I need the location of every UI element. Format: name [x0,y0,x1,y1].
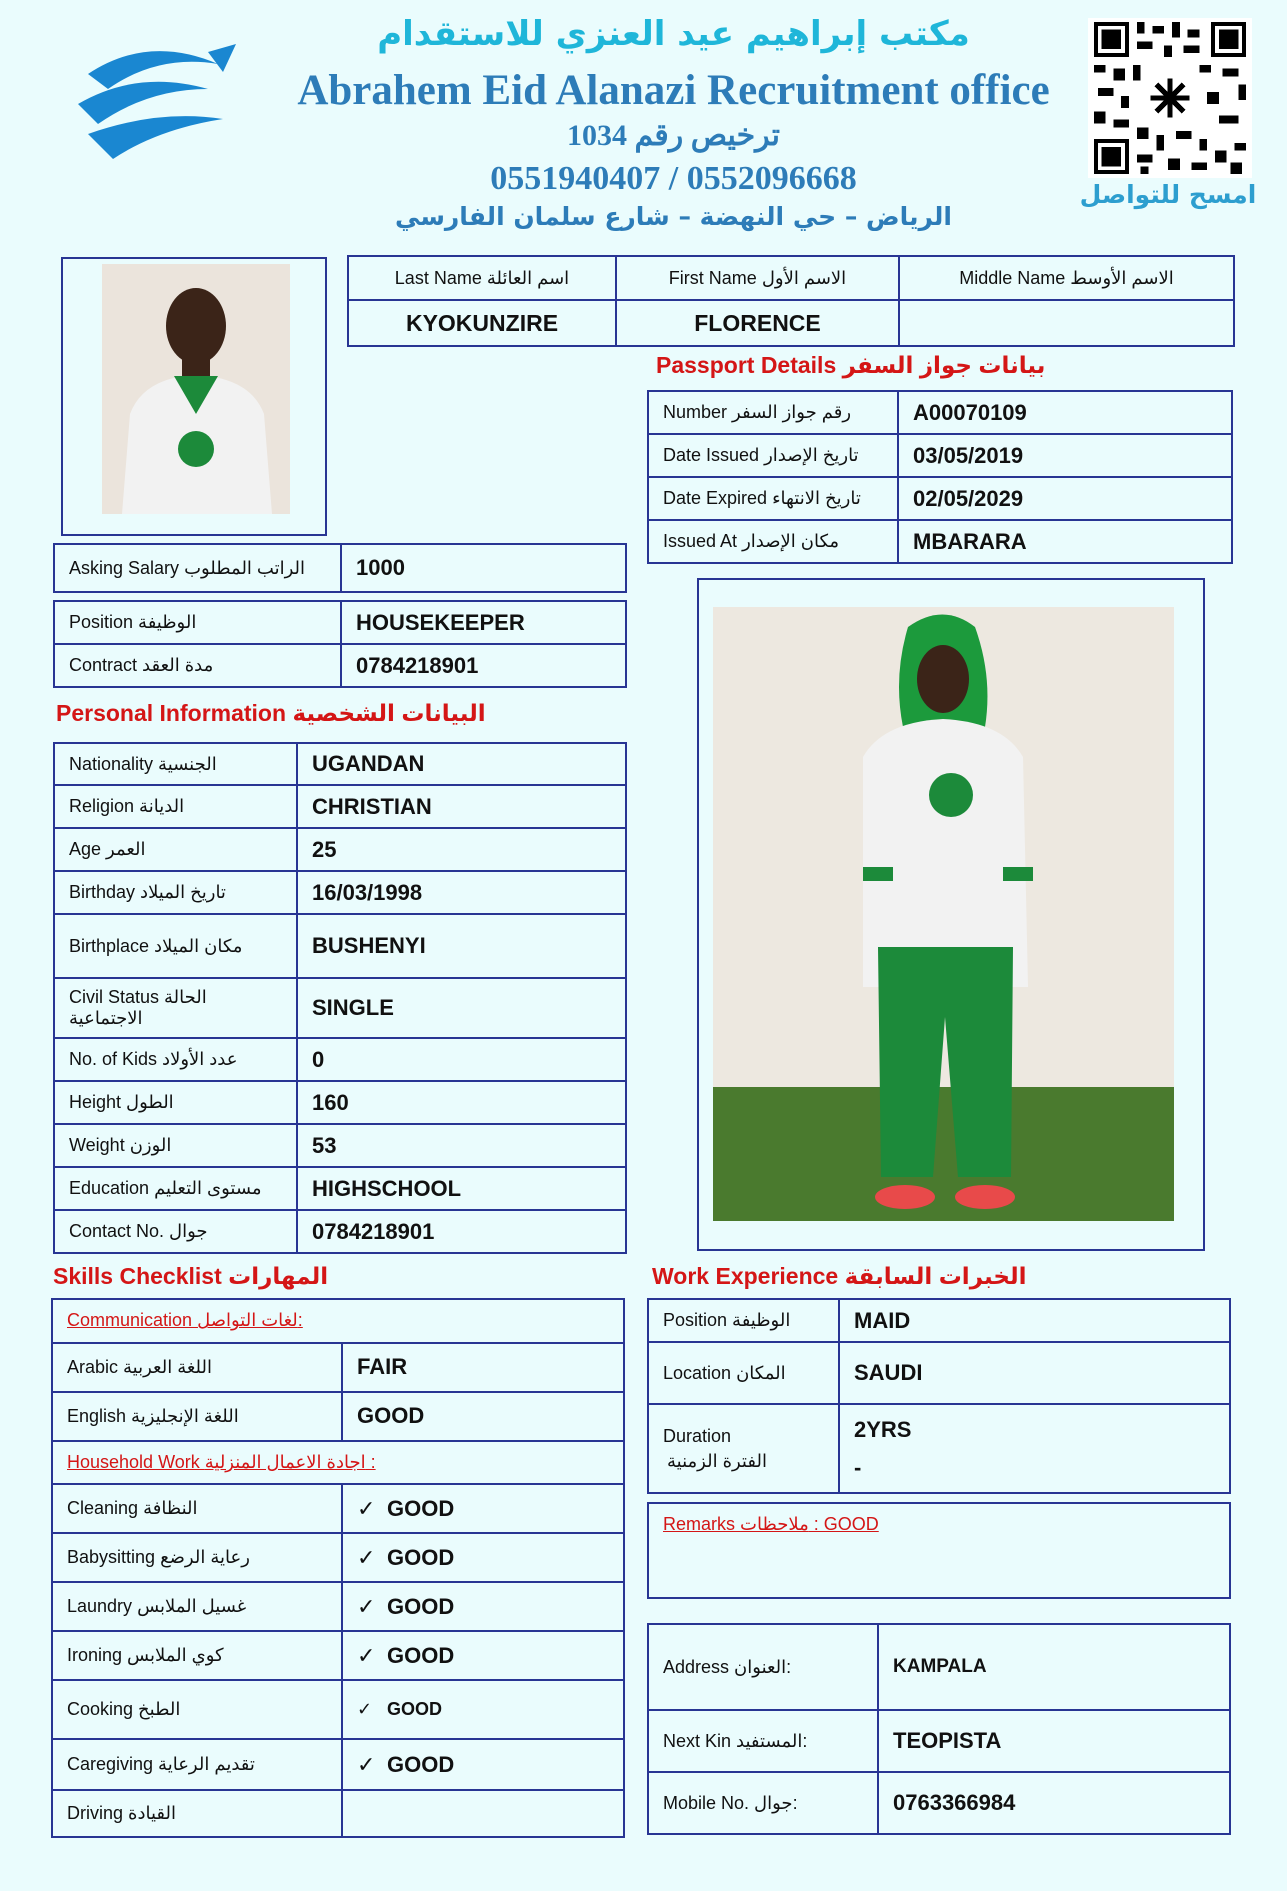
weight-label: Weight الوزن [54,1124,297,1167]
passport-number-label: Number رقم جواز السفر [648,391,898,434]
caregiving-value: ✓ GOOD [342,1739,624,1790]
passport-title: Passport Details بيانات جواز السفر [656,352,1046,378]
nationality-label: Nationality الجنسية [54,743,297,785]
cleaning-label: Cleaning النظافة [52,1484,342,1533]
check-icon: ✓ [357,1495,376,1521]
salary-label: Asking Salary الراتب المطلوب [54,544,341,592]
passport-issued-at-value: MBARARA [898,520,1232,563]
passport-issued-label: Date Issued تاريخ الإصدار [648,434,898,477]
arabic-value: FAIR [342,1343,624,1392]
passport-table [647,390,1233,564]
mobile-value: 0763366984 [878,1772,1230,1834]
first-name-label: First Name الاسم الأول [616,256,899,300]
arabic-label: Arabic اللغة العربية [52,1343,342,1392]
skills-table [51,1298,625,1838]
position-value: HOUSEKEEPER [341,601,626,644]
check-icon: ✓ [357,1751,376,1777]
check-icon: ✓ [357,1699,373,1720]
address-value: KAMPALA [878,1624,1230,1710]
salary-value: 1000 [341,544,626,592]
last-name-value: KYOKUNZIRE [348,300,616,346]
nationality-value: UGANDAN [297,743,626,785]
work-position-label: Position الوظيفة [648,1299,839,1342]
education-label: Education مستوى التعليم [54,1167,297,1210]
religion-value: CHRISTIAN [297,785,626,828]
position-label: Position الوظيفة [54,601,341,644]
contract-label: Contract مدة العقد [54,644,341,687]
passport-expired-value: 02/05/2029 [898,477,1232,520]
office-phones: 0551940407 / 0552096668 [490,160,857,197]
check-icon: ✓ [357,1642,376,1668]
age-label: Age العمر [54,828,297,871]
passport-issued-at-label: Issued At مكان الإصدار [648,520,898,563]
birthplace-value: BUSHENYI [297,914,626,978]
mobile-label: Mobile No. جوال: [648,1772,878,1834]
next-kin-value: TEOPISTA [878,1710,1230,1772]
contact-table [647,1623,1231,1835]
weight-value: 53 [297,1124,626,1167]
skills-title: Skills Checklist المهارات [53,1263,329,1289]
height-value: 160 [297,1081,626,1124]
contact-number-value: 0784218901 [297,1210,626,1253]
qr-code[interactable] [1088,18,1252,178]
cooking-value: ✓ GOOD [342,1680,624,1739]
office-title-arabic: مكتب إبراهيم عيد العنزي للاستقدام [377,14,970,54]
personal-info-title: Personal Information البيانات الشخصية [56,700,486,726]
work-location-label: Location المكان [648,1342,839,1404]
work-duration-label: Duration الفترة الزمنية [648,1404,839,1493]
personal-info-table [53,742,627,1254]
babysitting-value: ✓ GOOD [342,1533,624,1582]
english-label: English اللغة الإنجليزية [52,1392,342,1441]
last-name-label: Last Name اسم العائلة [348,256,616,300]
communication-heading: Communication لغات التواصل: [52,1299,624,1343]
babysitting-label: Babysitting رعاية الرضع [52,1533,342,1582]
civil-status-value: SINGLE [297,978,626,1038]
age-value: 25 [297,828,626,871]
contract-value: 0784218901 [341,644,626,687]
remarks-box [647,1502,1231,1599]
ironing-label: Ironing كوي الملابس [52,1631,342,1680]
work-duration-value: 2YRS - [839,1404,1230,1493]
birthday-value: 16/03/1998 [297,871,626,914]
remarks-text: Remarks ملاحظات : GOOD [663,1514,879,1534]
work-experience-table [647,1298,1231,1494]
education-value: HIGHSCHOOL [297,1167,626,1210]
portrait-photo [102,264,290,514]
laundry-label: Laundry غسيل الملابس [52,1582,342,1631]
ironing-value: ✓ GOOD [342,1631,624,1680]
driving-value [342,1790,624,1837]
cleaning-value: ✓ GOOD [342,1484,624,1533]
civil-status-label: Civil Status الحالة الاجتماعية [54,978,297,1038]
license-number: ترخيص رقم 1034 [566,119,781,152]
check-icon: ✓ [357,1593,376,1619]
kids-value: 0 [297,1038,626,1081]
laundry-value: ✓ GOOD [342,1582,624,1631]
contact-number-label: Contact No. جوال [54,1210,297,1253]
kids-label: No. of Kids عدد الأولاد [54,1038,297,1081]
household-heading: Household Work اجادة الاعمال المنزلية : [52,1441,624,1485]
passport-issued-value: 03/05/2019 [898,434,1232,477]
next-kin-label: Next Kin المستفيد: [648,1710,878,1772]
work-experience-title: Work Experience الخبرات السابقة [652,1263,1027,1289]
check-icon: ✓ [357,1544,376,1570]
qr-caption: امسح للتواصل [1079,180,1257,209]
caregiving-label: Caregiving تقديم الرعاية [52,1739,342,1790]
middle-name-value [899,300,1234,346]
middle-name-label: Middle Name الاسم الأوسط [899,256,1234,300]
first-name-value: FLORENCE [616,300,899,346]
birthplace-label: Birthplace مكان الميلاد [54,914,297,978]
religion-label: Religion الديانة [54,785,297,828]
address-label: Address العنوان: [648,1624,878,1710]
height-label: Height الطول [54,1081,297,1124]
driving-label: Driving القيادة [52,1790,342,1837]
office-title-english: Abrahem Eid Alanazi Recruitment office [297,67,1050,114]
cooking-label: Cooking الطبخ [52,1680,342,1739]
office-address: الرياض – حي النهضة – شارع سلمان الفارسي [395,202,952,231]
birthday-label: Birthday تاريخ الميلاد [54,871,297,914]
salary-table [53,543,627,593]
english-value: GOOD [342,1392,624,1441]
fullbody-photo [713,607,1174,1221]
work-position-value: MAID [839,1299,1230,1342]
position-contract-table [53,600,627,688]
work-location-value: SAUDI [839,1342,1230,1404]
names-table [347,255,1235,347]
passport-number-value: A00070109 [898,391,1232,434]
passport-expired-label: Date Expired تاريخ الانتهاء [648,477,898,520]
